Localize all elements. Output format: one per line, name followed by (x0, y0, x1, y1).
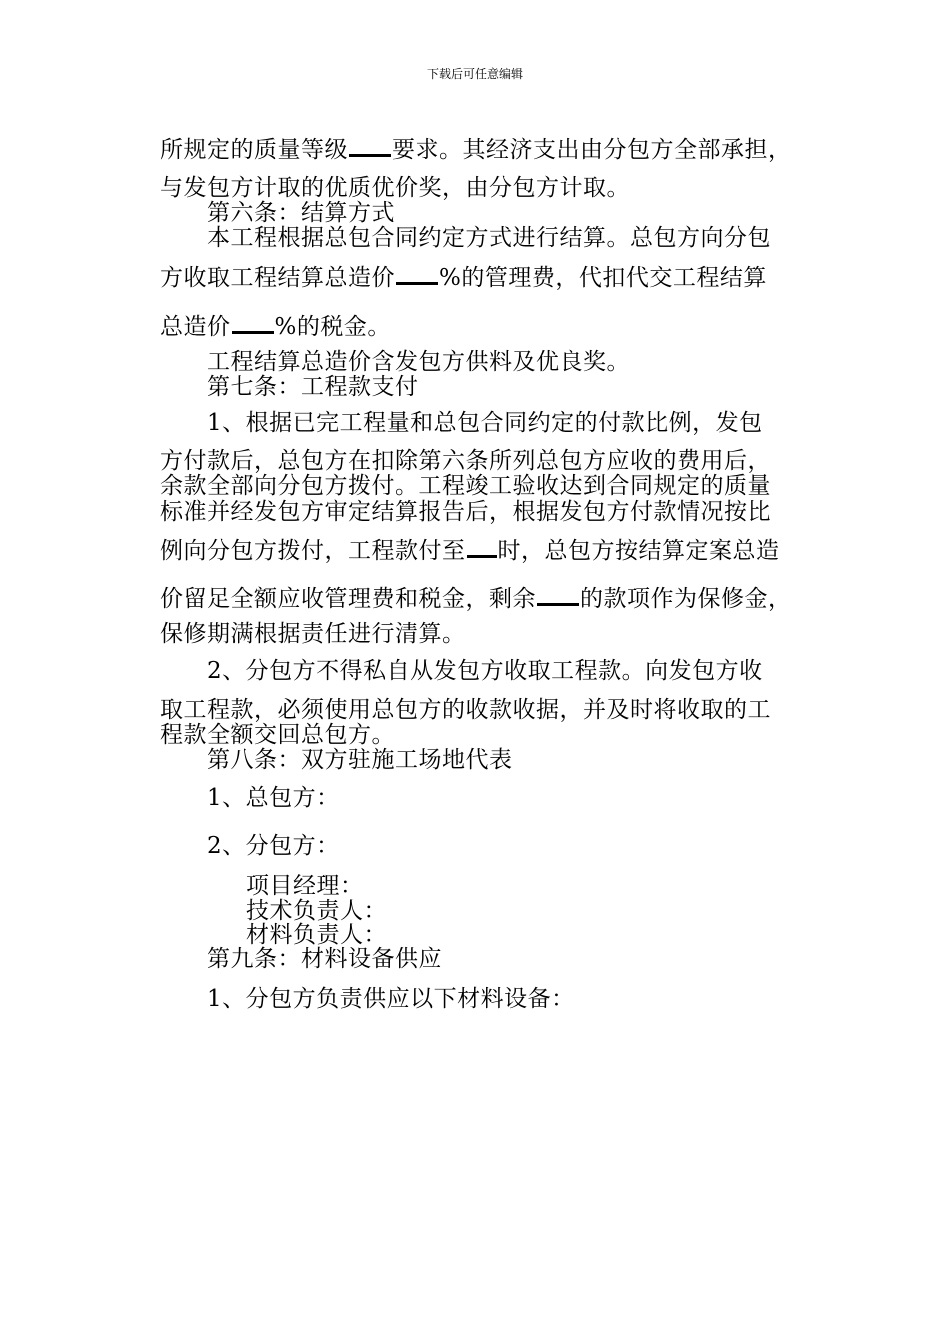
body-line: 本工程根据总包合同约定方式进行结算。总包方向分包 (207, 225, 771, 251)
page-header: 下载后可任意编辑 (426, 67, 523, 81)
body-line: 方付款后，总包方在扣除第六条所列总包方应收的费用后， (160, 448, 771, 474)
body-line: 程款全额交回总包方。 (160, 722, 395, 748)
body-line: 保修期满根据责任进行清算。 (160, 621, 466, 647)
body-line: 2、分包方： (207, 833, 340, 859)
section-heading: 第九条：材料设备供应 (207, 946, 442, 972)
section-heading: 第七条：工程款支付 (207, 374, 419, 400)
body-line: 材料负责人： (246, 922, 387, 948)
body-line: 例向分包方拨付，工程款付至 时，总包方按结算定案总造 (160, 535, 780, 565)
body-line: 价留足全额应收管理费和税金，剩余 的款项作为保修金， (160, 583, 792, 613)
body-line: 1、根据已完工程量和总包合同约定的付款比例，发包 (207, 410, 763, 436)
fill-blank (537, 583, 579, 606)
body-line: 技术负责人： (246, 898, 387, 924)
body-line: 余款全部向分包方拨付。工程竣工验收达到合同规定的质量 (160, 473, 771, 499)
body-line: 2、分包方不得私自从发包方收取工程款。向发包方收 (207, 658, 763, 684)
body-line: 与发包方计取的优质优价奖，由分包方计取。 (160, 175, 630, 201)
body-line: 项目经理： (246, 873, 364, 899)
body-line: 所规定的质量等级 要求。其经济支出由分包方全部承担， (160, 134, 792, 164)
section-heading: 第八条：双方驻施工场地代表 (207, 747, 513, 773)
body-line: 1、分包方负责供应以下材料设备： (207, 986, 575, 1012)
body-line: 标准并经发包方审定结算报告后，根据发包方付款情况按比 (160, 499, 771, 525)
body-line: 方收取工程结算总造价 %的管理费，代扣代交工程结算 (160, 262, 767, 292)
body-line: 取工程款，必须使用总包方的收款收据，并及时将收取的工 (160, 697, 771, 723)
section-heading: 第六条：结算方式 (207, 200, 395, 226)
body-line: 工程结算总造价含发包方供料及优良奖。 (207, 349, 630, 375)
fill-blank (232, 311, 274, 334)
fill-blank (349, 134, 391, 157)
fill-blank (467, 535, 497, 558)
body-line: 1、总包方： (207, 785, 340, 811)
body-line: 总造价 %的税金。 (160, 311, 391, 341)
fill-blank (396, 262, 438, 285)
